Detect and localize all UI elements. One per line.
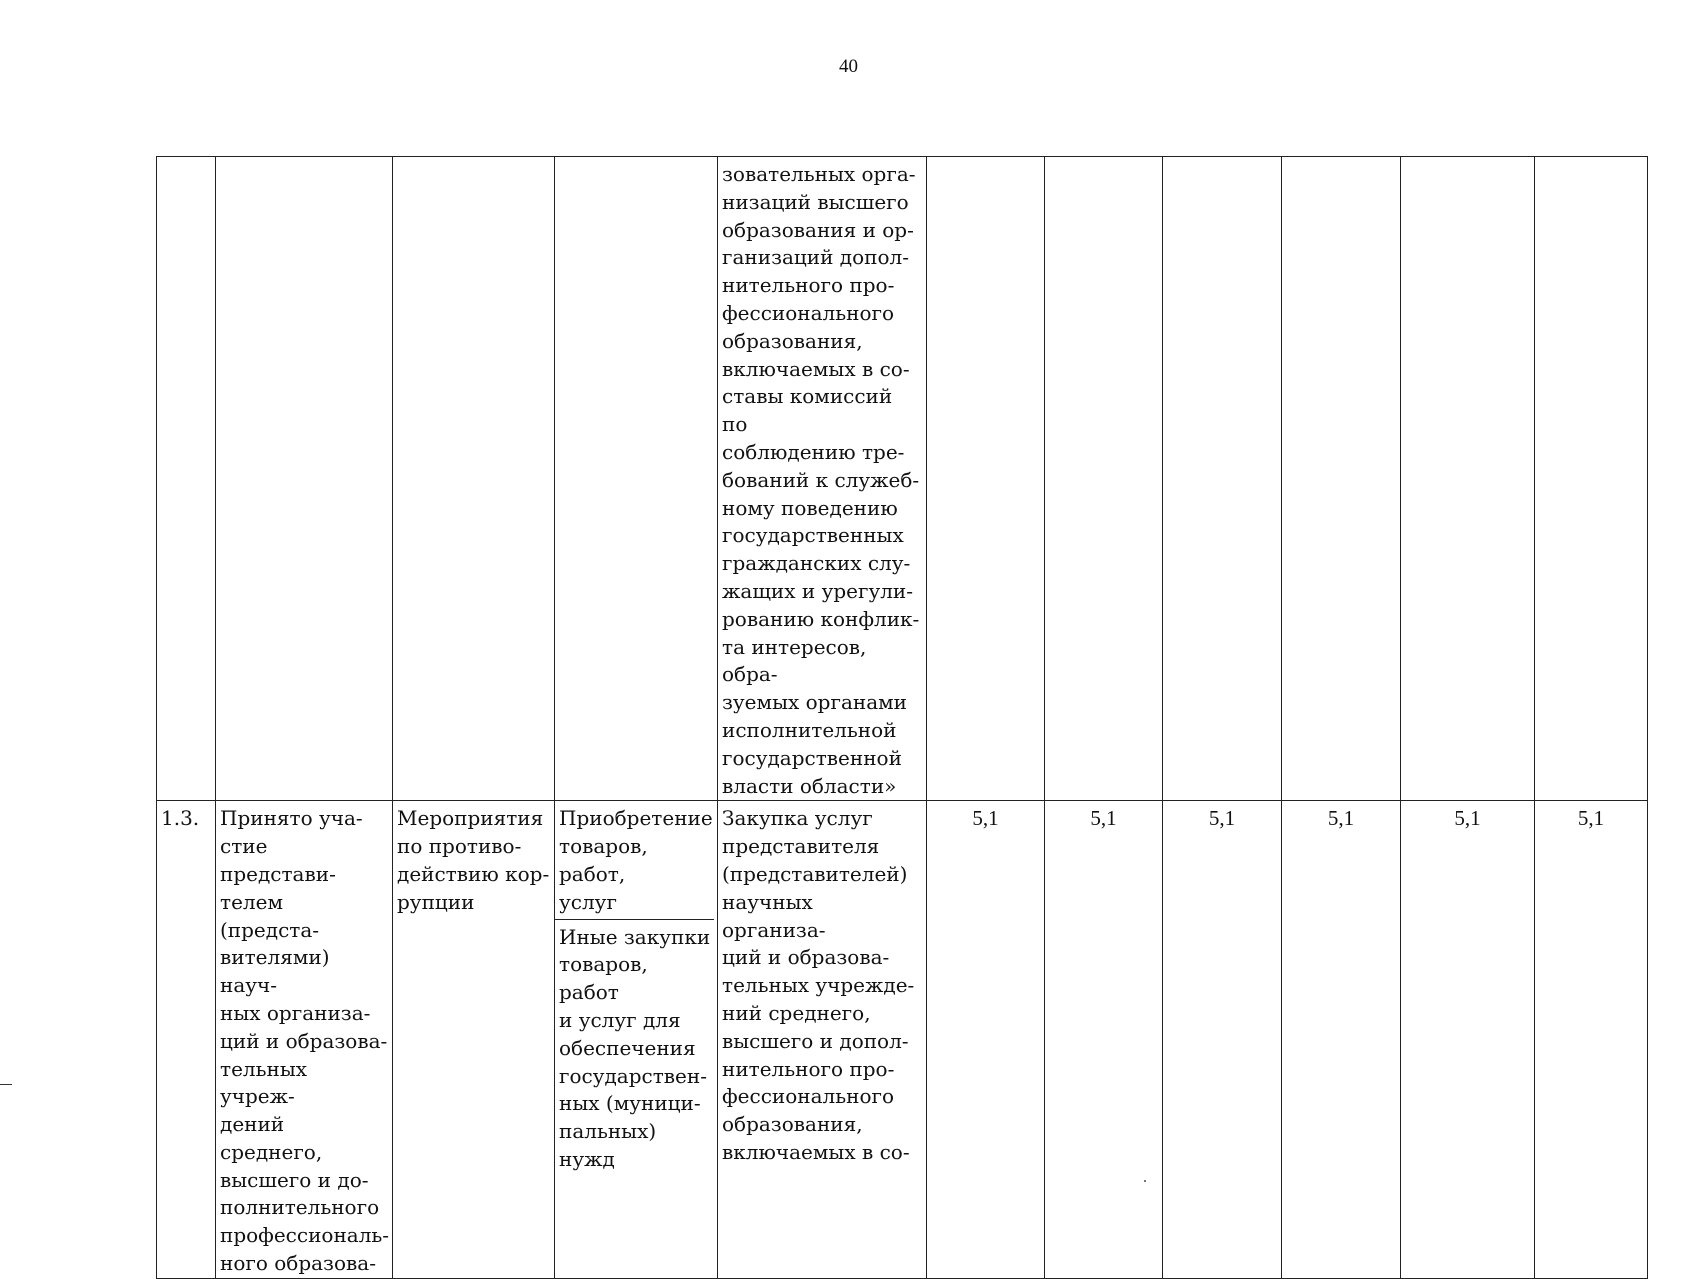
- value-cell: [927, 157, 1045, 801]
- value-cell: [1163, 157, 1282, 801]
- program-cell: Мероприятия по противо- действию кор- рупции: [393, 801, 555, 1279]
- value-cell: 5,1: [927, 801, 1045, 1279]
- table-row: [157, 801, 1648, 1279]
- page-number: 40: [839, 56, 858, 77]
- value-cell: [1282, 157, 1401, 801]
- value-cell: 5,1: [1401, 801, 1535, 1279]
- expense-type-main: Приобретение товаров, работ, услуг: [555, 801, 714, 919]
- table-row: [157, 157, 1648, 801]
- value-cell: [1535, 157, 1648, 801]
- expense-type-other: Иные закупки товаров, работ и услуг для обеспечения государствен- ных (муници- пальных) нужд: [559, 924, 711, 1171]
- budget-table: [156, 156, 1648, 1279]
- margin-mark: [0, 1084, 12, 1085]
- value-cell: 5,1: [1163, 801, 1282, 1279]
- description-cell: зовательных орга- низаций высшего образования и ор- ганизаций допол- нительного про- фессионального образования, включаемых в со- ставы комиссий по соблюдению тре- бований к служеб- ному поведению государственных гражданских слу- жащих и урегули- рованию конфлик- та интересов, обра- зуемых органами исполнительной государственной власти области»: [718, 157, 927, 801]
- scan-speck: [1144, 1180, 1146, 1182]
- value-cell: 5,1: [1535, 801, 1648, 1279]
- value-cell: [1401, 157, 1535, 801]
- value-cell: 5,1: [1045, 801, 1163, 1279]
- measure-name-cell: Принято уча- стие представи- телем (предста- вителями) науч- ных организа- ций и образова- тельных учреж- дений среднего, высшего и до- полнительного профессиональ- ного образова-: [216, 801, 393, 1279]
- row-index-cell: [157, 157, 216, 801]
- value-cell: [1045, 157, 1163, 801]
- row-index-cell: 1.3.: [157, 801, 216, 1279]
- expense-type-cell: [555, 801, 718, 1279]
- value-cell: 5,1: [1282, 801, 1401, 1279]
- expense-type-cell: [555, 157, 718, 801]
- program-cell: [393, 157, 555, 801]
- description-cell: Закупка услуг представителя (представителей) научных организа- ций и образова- тельных учрежде- ний среднего, высшего и допол- нительного про- фессионального образования, включаемых в со-: [718, 801, 927, 1279]
- measure-name-cell: [216, 157, 393, 801]
